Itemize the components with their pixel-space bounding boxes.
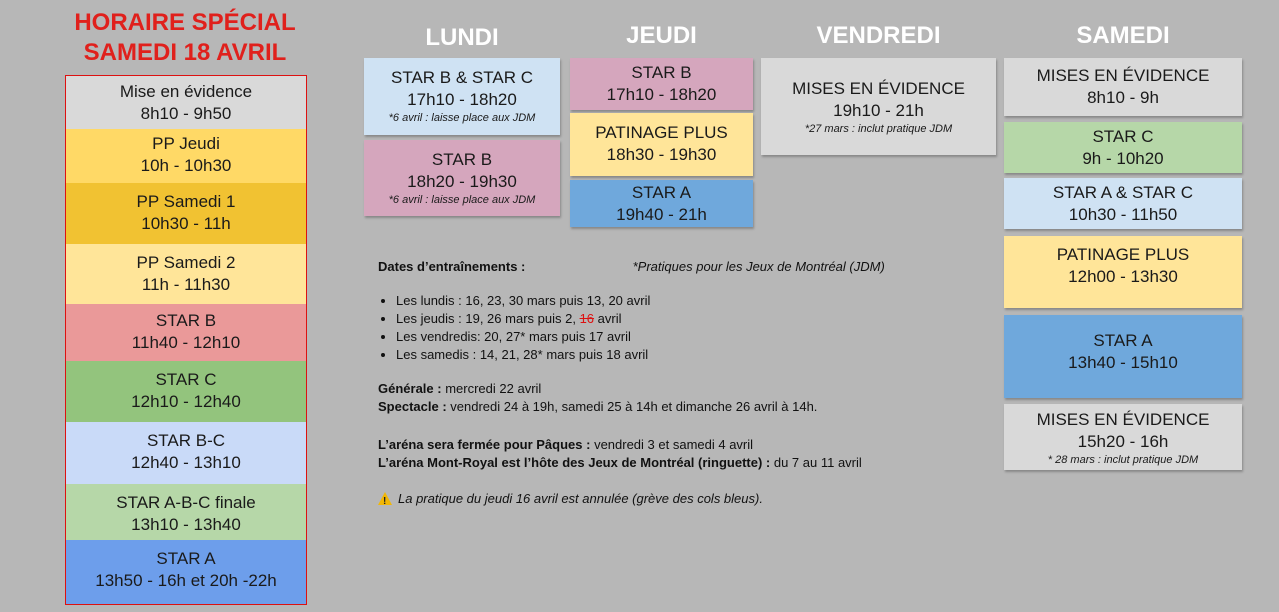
special-block-star-c: STAR C 12h10 - 12h40 (66, 361, 306, 422)
samedi-card-mises-2: MISES EN ÉVIDENCE 15h20 - 16h * 28 mars : inclut pratique JDM (1004, 404, 1242, 470)
special-block-star-abc-finale: STAR A-B-C finale 13h10 - 13h40 (66, 484, 306, 540)
list-item: • Les vendredis: 20, 27* mars puis 17 avril (396, 328, 998, 346)
day-header-jeudi: JEUDI (626, 22, 697, 49)
special-title-line1: HORAIRE SPÉCIAL (74, 9, 296, 36)
jdm-note: *Pratiques pour les Jeux de Montréal (JDM) (632, 259, 885, 274)
samedi-card-patinage-plus: PATINAGE PLUS 12h00 - 13h30 (1004, 236, 1242, 308)
list-item: • Les samedis : 14, 21, 28* mars puis 18 avril (396, 346, 998, 364)
spectacle-line: Spectacle : vendredi 24 à 19h, samedi 25 à 14h et dimanche 26 avril à 14h. (378, 399, 818, 414)
paques-line: L’aréna sera fermée pour Pâques : vendredi 3 et samedi 4 avril (378, 437, 754, 452)
jeudi-card-patinage-plus: PATINAGE PLUS 18h30 - 19h30 (570, 113, 753, 176)
samedi-card-star-c: STAR C 9h - 10h20 (1004, 122, 1242, 173)
special-block-star-b: STAR B 11h40 - 12h10 (66, 304, 306, 361)
special-schedule-column (65, 75, 307, 605)
samedi-card-mises-1: MISES EN ÉVIDENCE 8h10 - 9h (1004, 58, 1242, 116)
list-item: • Les jeudis : 19, 26 mars puis 2, 16 avril (396, 310, 998, 328)
day-header-samedi: SAMEDI (1076, 22, 1170, 49)
day-header-lundi: LUNDI (425, 24, 499, 51)
cancelled-date: 16 (579, 311, 595, 326)
warning-line: !La pratique du jeudi 16 avril est annulée (grève des cols bleus). (378, 490, 998, 508)
dates-heading: Dates d’entraînements : *Pratiques pour les Jeux de Montréal (JDM) (378, 259, 885, 274)
jeudi-card-star-a: STAR A 19h40 - 21h (570, 180, 753, 227)
warning-icon (378, 492, 392, 505)
list-item: • Les lundis : 16, 23, 30 mars puis 13, 20 avril (396, 292, 998, 310)
special-block-pp-samedi-2: PP Samedi 2 11h - 11h30 (66, 244, 306, 304)
special-block-pp-samedi-1: PP Samedi 1 10h30 - 11h (66, 183, 306, 244)
jeudi-card-star-b: STAR B 17h10 - 18h20 (570, 58, 753, 110)
info-section (378, 258, 998, 508)
special-schedule-title (40, 8, 330, 68)
special-block-star-a: STAR A 13h50 - 16h et 20h -22h (66, 540, 306, 604)
special-block-pp-jeudi: PP Jeudi 10h - 10h30 (66, 129, 306, 183)
special-block-star-bc: STAR B-C 12h40 - 13h10 (66, 422, 306, 484)
special-block-mise: Mise en évidence 8h10 - 9h50 (66, 76, 306, 129)
samedi-card-star-a-c: STAR A & STAR C 10h30 - 11h50 (1004, 178, 1242, 229)
special-title-line2: SAMEDI 18 AVRIL (83, 39, 287, 66)
generale-line: Générale : mercredi 22 avril (378, 381, 542, 396)
lundi-card-star-b: STAR B 18h20 - 19h30 *6 avril : laisse place aux JDM (364, 140, 560, 216)
mont-royal-line: L’aréna Mont-Royal est l’hôte des Jeux de Montréal (ringuette) : du 7 au 11 avril (378, 455, 862, 470)
day-header-vendredi: VENDREDI (816, 22, 941, 49)
samedi-card-star-a: STAR A 13h40 - 15h10 (1004, 315, 1242, 398)
vendredi-card-mises-en-evidence: MISES EN ÉVIDENCE 19h10 - 21h *27 mars : inclut pratique JDM (761, 58, 996, 155)
lundi-card-star-b-c: STAR B & STAR C 17h10 - 18h20 *6 avril : laisse place aux JDM (364, 58, 560, 135)
dates-list (378, 292, 998, 364)
